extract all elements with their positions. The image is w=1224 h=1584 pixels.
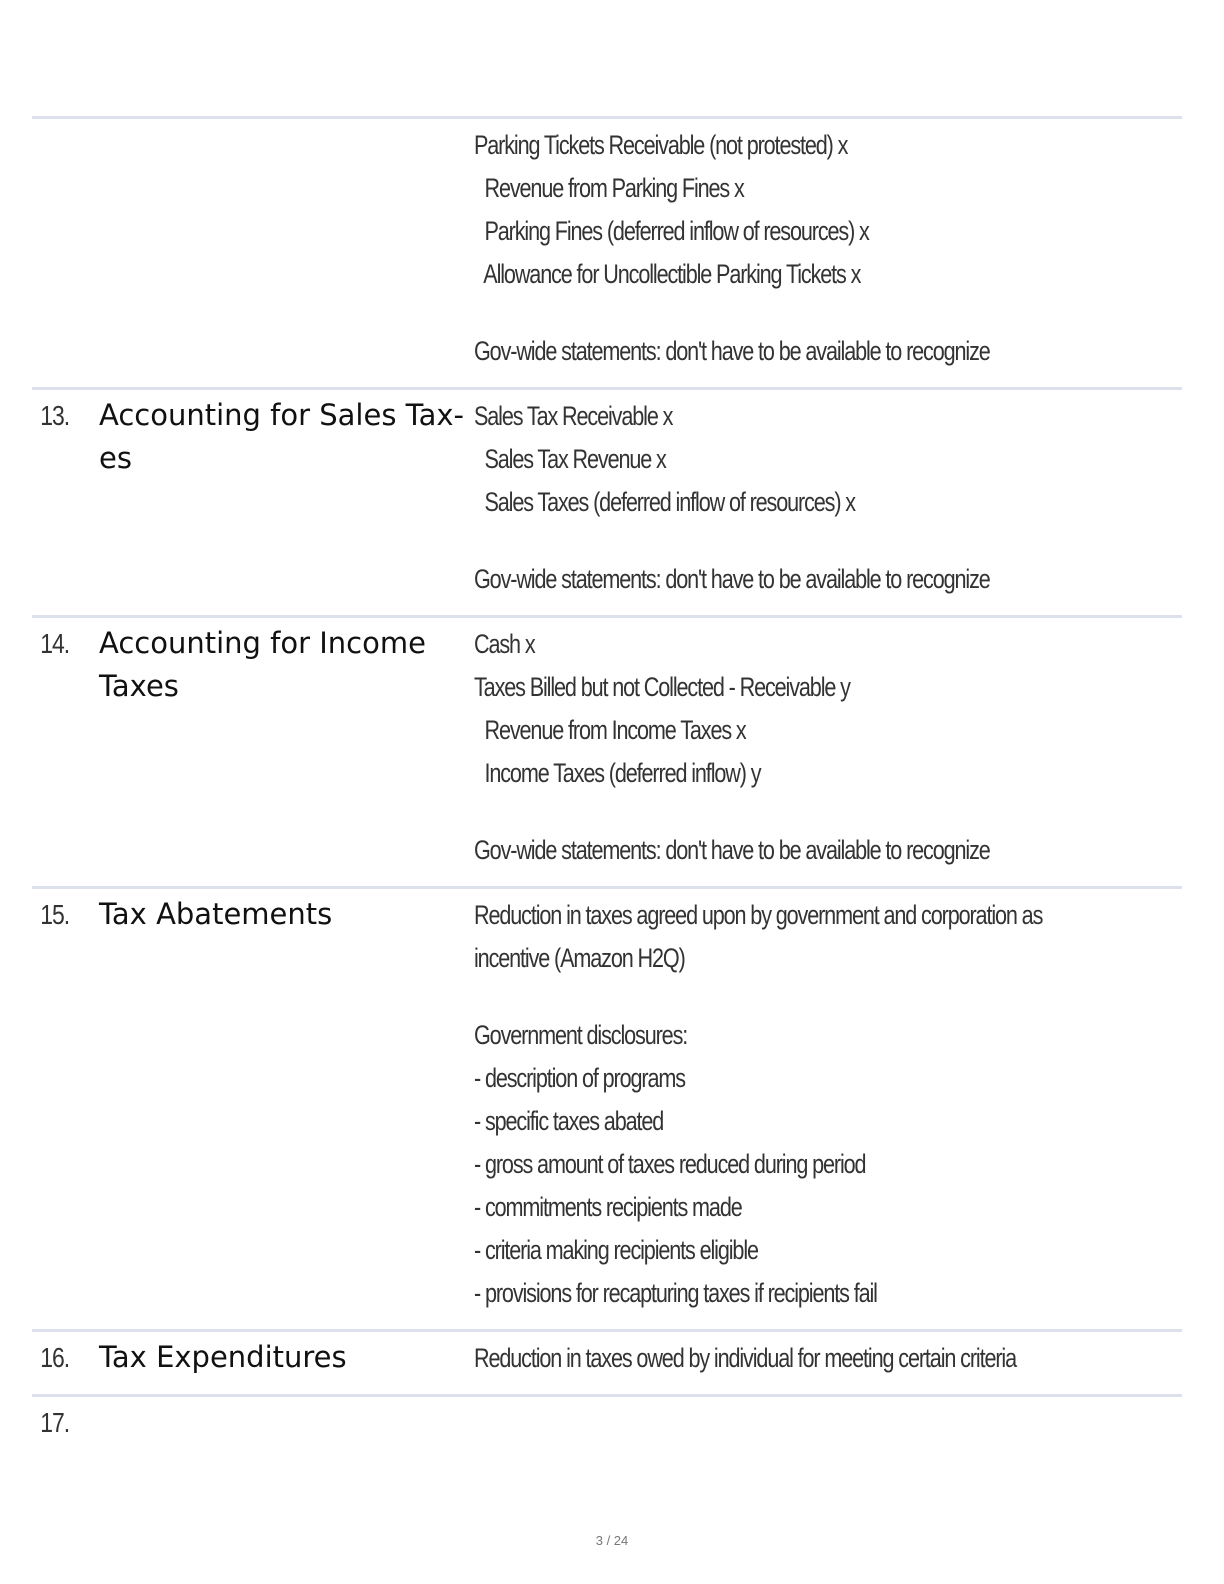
row-title: Accounting for Income Taxes [99, 626, 426, 703]
row-number [32, 119, 87, 387]
table-row [32, 886, 1182, 1329]
row-content [474, 1332, 1182, 1394]
content-line: Gov-wide statements: don't have to be available to recognize [474, 564, 990, 594]
table-row [32, 1329, 1182, 1394]
content-line: Sales Taxes (deferred inflow of resources) x [479, 487, 855, 517]
row-number: 14. [40, 628, 70, 659]
row-number: 13. [40, 400, 70, 431]
content-line: Revenue from Income Taxes x [479, 715, 746, 745]
row-number: 15. [40, 899, 70, 930]
content-line: - description of programs [474, 1063, 685, 1093]
table-row [32, 387, 1182, 615]
content-line: Gov-wide statements: don't have to be available to recognize [474, 336, 990, 366]
table-row [32, 116, 1182, 387]
row-title: Accounting for Sales Tax-es [99, 398, 464, 475]
content-line: - commitments recipients made [474, 1192, 742, 1222]
content-line: - gross amount of taxes reduced during period [474, 1149, 866, 1179]
row-content [474, 390, 1182, 615]
row-title [99, 119, 474, 387]
content-line: Government disclosures: [474, 1020, 688, 1050]
content-blank-line [474, 795, 1182, 829]
content-line: Parking Fines (deferred inflow of resources) x [479, 216, 869, 246]
row-number: 17. [40, 1407, 70, 1438]
content-line: Sales Tax Revenue x [479, 444, 666, 474]
row-content [474, 618, 1182, 886]
content-line: Reduction in taxes agreed upon by government and corporation as [474, 900, 1043, 930]
row-content [474, 889, 1184, 1329]
content-line: Allowance for Uncollectible Parking Tickets x [479, 259, 861, 289]
content-line: - specific taxes abated [474, 1106, 664, 1136]
content-blank-line [474, 296, 1182, 330]
content-line: Sales Tax Receivable x [474, 401, 673, 431]
content-line: - provisions for recapturing taxes if recipients fail [474, 1278, 877, 1308]
row-content [474, 119, 1182, 387]
row-content [474, 1397, 1182, 1444]
row-title [99, 1397, 474, 1444]
content-line: Taxes Billed but not Collected - Receivable y [474, 672, 850, 702]
notes-table [32, 116, 1182, 1444]
table-row [32, 615, 1182, 886]
content-line: Gov-wide statements: don't have to be available to recognize [474, 835, 990, 865]
content-line: Revenue from Parking Fines x [479, 173, 744, 203]
page-indicator: 3 / 24 [595, 1533, 629, 1548]
content-blank-line [474, 524, 1182, 558]
content-line: incentive (Amazon H2Q) [474, 943, 685, 973]
row-number: 16. [40, 1342, 70, 1373]
row-title: Tax Abatements [99, 897, 333, 931]
content-line: Parking Tickets Receivable (not protested) x [474, 130, 848, 160]
content-line: Income Taxes (deferred inflow) y [479, 758, 761, 788]
row-title: Tax Expenditures [99, 1340, 347, 1374]
table-row [32, 1394, 1182, 1444]
content-blank-line [474, 980, 1184, 1014]
content-line: Cash x [474, 629, 535, 659]
content-line: - criteria making recipients eligible [474, 1235, 758, 1265]
content-line: Reduction in taxes owed by individual for meeting certain criteria [474, 1343, 1016, 1373]
